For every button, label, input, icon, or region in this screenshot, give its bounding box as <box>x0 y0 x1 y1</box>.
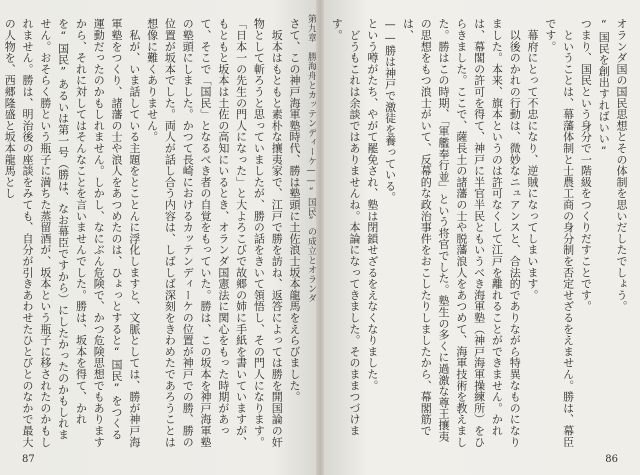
left-page-body: さて、この神戸海軍塾時代、勝は塾頭に土佐浪士坂本龍馬をえらびました。 坂本はもともと素朴な攘夷家で、江戸で勝を訪ね、返答によっては勝を開国論の奸物として斬ろうと思っていましたが、勝の話をきいて領悟し、その門人になります。「日本一の先生の門人になった」と大よろこびで故郷の姉に手紙を書いていますが、もともと坂本は土佐の高知にいるとき、オランダ国憲法に関心をもった時期があって、そこで「国民」となるべき者の自覚をもっていた。勝は、この坂本を神戸海軍塾の塾頭にしました。かつて長崎におけるカッテンディーケの位置が神戸での勝、勝の位置が坂本でした。両人が話し合う内容は、しばしば深刻をきわめたであろうことは想像に難くありません。 私が、いま話している主題をとことんに浮化しますと、文脈としては、勝が神戸海軍塾をつくり、諸藩の士や浪人をあつめたのは、ひょっとすると“国民”をつくる運動だったのかもしれません。しかし、なにぶん危険で、かつ危険思想でもありますから、それに対してはそんなことを言いませんでした。勝は、坂本を得て、かれを“国民”あるいは第一号（勝は、なお幕臣ですから）にしたかったのかもしれません。おそらく勝という瓶子に満ちた蒸留酒が、坂本という瓶子に移されたのかもしれません。勝は、明治後の座談をみても、自分が引きあわせたひとびとのなかで最大の人物を、西郷隆盛と坂本龍馬とし <box>3 18 301 448</box>
right-page-number: 86 <box>605 454 618 465</box>
right-page <box>320 0 640 475</box>
left-page-number: 87 <box>22 454 35 465</box>
book-gutter <box>316 0 324 475</box>
running-header: 第九章 勝海舟とカッテンディーケ——“国民”の成立とオランダ <box>306 14 316 303</box>
right-page-body: オランダ国の国民思想とその体制を思いだしたでしょう。 “国民を創出すればいい” つまり、国民という身分で一階級をつくりだすことです。 ということは、幕藩体制と士農工商の身分制を否定せざるをえません。勝は、幕臣です。 幕府にとって不忠になり、逆賊になってしまいます。 以後のかれの行動は、微妙なニュアンスと、合法的でありながら特異なものになりました。本来、旗本というのは許可なくして江戸を離れることができません。かれは、幕閣の許可を得て、神戸に半官半民ともいうべき海軍塾（神戸海軍操練所）をひらきました。ここで、薩長土の諸藩の士や脱藩浪人をあつめて、海軍技術を教えました。勝はこの時期、「軍艦奉行並」という将官でした。塾生の多くに過激な尊王攘夷の思想をもつ浪士がいて、反幕的な政治事件をおこしたりしましたから、幕閣筋では、 ——勝は神戸で激徒を養っている。 という噂がたち、やがて罷免され、塾は閉鎖せざるをえなくなりました。 どうもこれは余談ではありませんね。本論になってきました。そのままつづけます。 <box>330 18 628 448</box>
